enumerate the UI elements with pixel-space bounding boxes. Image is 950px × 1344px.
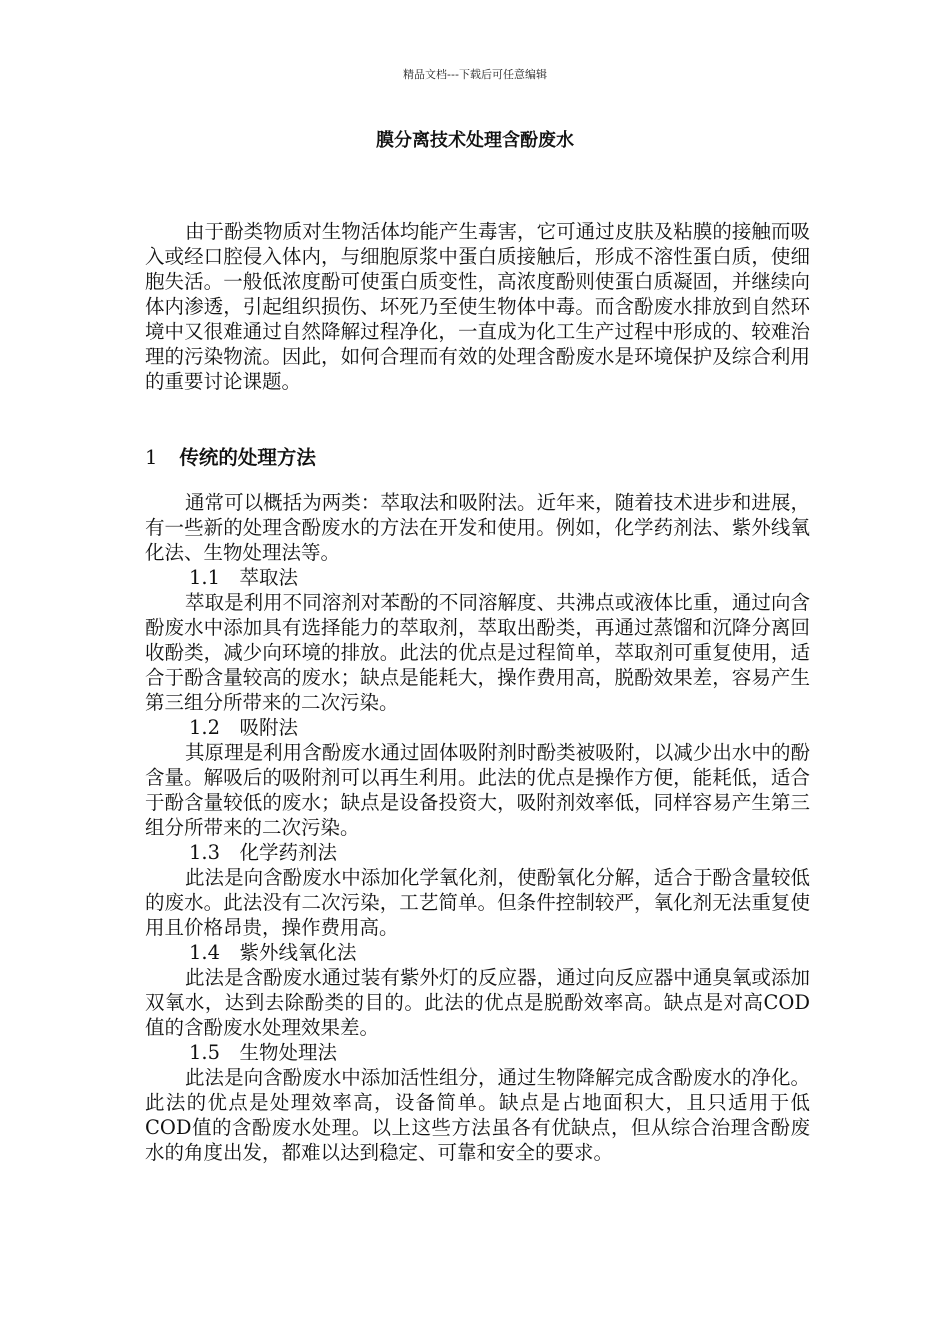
section-1-heading (145, 442, 316, 470)
document-title: 膜分离技术处理含酚废水 (376, 130, 574, 151)
section-1-body (145, 490, 810, 1165)
subsection-paragraph: 此法是向含酚废水中添加活性组分，通过生物降解完成含酚废水的净化。此法的优点是处理效率高，设备简单。缺点是占地面积大，且只适用于低COD值的含酚废水处理。以上这些方法虽各有优缺点，但从综合治理含酚废水的角度出发，都难以达到稳定、可靠和安全的要求。 (145, 1066, 810, 1164)
intro-section (145, 219, 810, 394)
subsection-paragraph: 萃取是利用不同溶剂对苯酚的不同溶解度、共沸点或液体比重，通过向含酚废水中添加具有选择能力的萃取剂，萃取出酚类，再通过蒸馏和沉降分离回收酚类，减少向环境的排放。此法的优点是过程简单，萃取剂可重复使用，适合于酚含量较高的废水；缺点是能耗大，操作费用高，脱酚效果差，容易产生第三组分所带来的二次污染。 (145, 591, 810, 714)
subsection-heading: 1.1 萃取法 (189, 566, 299, 589)
section-1-number: 1 (145, 446, 158, 469)
subsection-heading: 1.5 生物处理法 (189, 1041, 338, 1064)
subsection-heading: 1.2 吸附法 (189, 716, 299, 739)
subsection-heading: 1.3 化学药剂法 (189, 841, 338, 864)
subsection-paragraph: 此法是含酚废水通过装有紫外灯的反应器，通过向反应器中通臭氧或添加双氧水，达到去除酚类的目的。此法的优点是脱酚效率高。缺点是对高COD值的含酚废水处理效果差。 (145, 966, 810, 1039)
section-1-intro: 通常可以概括为两类：萃取法和吸附法。近年来，随着技术进步和进展，有一些新的处理含酚废水的方法在开发和使用。例如，化学药剂法、紫外线氧化法、生物处理法等。 (145, 491, 810, 564)
page-header: 精品文档---下载后可任意编辑 (403, 68, 547, 81)
intro-paragraph: 由于酚类物质对生物活体均能产生毒害，它可通过皮肤及粘膜的接触而吸入或经口腔侵入体内，与细胞原浆中蛋白质接触后，形成不溶性蛋白质，使细胞失活。一般低浓度酚可使蛋白质变性，高浓度酚则使蛋白质凝固，并继续向体内渗透，引起组织损伤、坏死乃至使生物体中毒。而含酚废水排放到自然环境中又很难通过自然降解过程净化，一直成为化工生产过程中形成的、较难治理的污染物流。因此，如何合理而有效的处理含酚废水是环境保护及综合利用的重要讨论课题。 (145, 220, 810, 393)
subsection-heading: 1.4 紫外线氧化法 (189, 941, 357, 964)
section-1-title: 传统的处理方法 (179, 446, 316, 469)
subsection-paragraph: 其原理是利用含酚废水通过固体吸附剂时酚类被吸附，以减少出水中的酚含量。解吸后的吸附剂可以再生利用。此法的优点是操作方便，能耗低，适合于酚含量较低的废水；缺点是设备投资大，吸附剂效率低，同样容易产生第三组分所带来的二次污染。 (145, 741, 810, 839)
subsection-paragraph: 此法是向含酚废水中添加化学氧化剂，使酚氧化分解，适合于酚含量较低的废水。此法没有二次污染，工艺简单。但条件控制较严，氧化剂无法重复使用且价格昂贵，操作费用高。 (145, 866, 810, 939)
